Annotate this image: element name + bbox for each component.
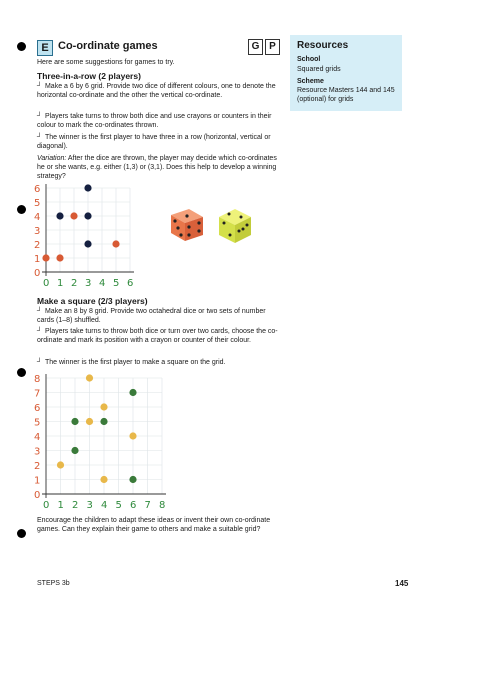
grid-counter (100, 403, 107, 410)
grid-counter (129, 476, 136, 483)
step-text: Players take turns to throw both dice and use crayons or counters in their colour to mark the co-ordinates thrown. (37, 113, 272, 129)
orange-die-icon (165, 205, 207, 245)
y-tick-label: 1 (34, 475, 41, 487)
square-step-3 (37, 358, 282, 367)
step-text: Players take turns to throw both dice or turn over two cards, choose the co-ordinate and mark its position with a crayon or counter of their colour. (37, 328, 278, 344)
grid-counter (84, 184, 91, 191)
grid-counter (86, 418, 93, 425)
x-tick-label: 4 (101, 500, 108, 511)
grid-counter (70, 212, 77, 219)
square-step-1 (37, 307, 282, 325)
bullet-icon: ┘ (37, 83, 42, 90)
scheme-text: Resource Masters 144 and 145 (optional) for grids (297, 87, 395, 103)
bullet-icon: ┘ (37, 328, 42, 335)
badge-p: P (265, 39, 280, 55)
y-tick-label: 4 (34, 432, 41, 443)
bullet-icon: ┘ (37, 308, 42, 315)
grid-counter (86, 374, 93, 381)
grid-8x8 (30, 372, 190, 512)
x-tick-label: 4 (99, 278, 106, 289)
x-tick-label: 3 (86, 500, 93, 511)
variation-label: Variation: (37, 155, 67, 162)
y-tick-label: 6 (34, 403, 41, 414)
x-tick-label: 6 (130, 500, 137, 511)
y-tick-label: 7 (34, 388, 41, 400)
page-number: 145 (395, 579, 409, 588)
grid-counter (129, 389, 136, 396)
variation-body: After the dice are thrown, the player may decide which co-ordinates he or she wants, e.g. either (1,3) or (3,1). Does this help to develop a winning strategy? (37, 155, 277, 180)
page-title: Co-ordinate games (58, 40, 158, 52)
bullet-icon: ┘ (37, 359, 42, 366)
three-step-1 (37, 82, 282, 100)
step-text: Make an 8 by 8 grid. Provide two octahedral dice or two sets of number cards (1–8) shuffled. (37, 308, 266, 324)
y-tick-label: 0 (34, 268, 41, 279)
bullet-icon: ┘ (37, 134, 42, 141)
grid-counter (57, 461, 64, 468)
section-letter-badge: E (37, 40, 53, 56)
grid-counter (84, 212, 91, 219)
grid-counter (100, 418, 107, 425)
x-tick-label: 5 (113, 278, 120, 289)
step-text: The winner is the first player to have three in a row (horizontal, vertical or diagonal). (37, 134, 271, 150)
x-tick-label: 1 (57, 500, 64, 511)
binder-hole (17, 368, 26, 377)
grid-6x6 (30, 180, 180, 300)
x-tick-label: 3 (85, 278, 92, 289)
binder-hole (17, 42, 26, 51)
three-step-3 (37, 133, 282, 151)
grid-counter (112, 240, 119, 247)
y-tick-label: 3 (34, 226, 41, 237)
three-in-a-row-heading: Three-in-a-row (2 players) (37, 71, 141, 81)
grid-counter (71, 447, 78, 454)
y-tick-label: 8 (34, 374, 41, 385)
y-tick-label: 0 (34, 490, 41, 501)
binder-hole (17, 529, 26, 538)
step-text: The winner is the first player to make a square on the grid. (44, 359, 226, 366)
y-tick-label: 1 (34, 254, 41, 265)
school-text: Squared grids (297, 66, 341, 73)
yellow-die-icon (215, 205, 257, 245)
y-tick-label: 4 (34, 212, 41, 223)
grid-counter (56, 212, 63, 219)
resources-heading: Resources (297, 40, 349, 51)
three-step-2 (37, 112, 282, 130)
y-tick-label: 2 (34, 240, 41, 251)
x-tick-label: 0 (43, 500, 50, 511)
bullet-icon: ┘ (37, 113, 42, 120)
badge-g: G (248, 39, 263, 55)
x-tick-label: 2 (71, 278, 78, 289)
x-tick-label: 1 (57, 278, 64, 289)
grid-counter (129, 432, 136, 439)
square-step-2 (37, 327, 282, 345)
x-tick-label: 5 (115, 500, 122, 511)
y-tick-label: 5 (34, 417, 41, 429)
x-tick-label: 6 (127, 278, 134, 289)
school-label: School (297, 56, 321, 63)
footer-label: STEPS 3b (37, 580, 70, 587)
grid-counter (71, 418, 78, 425)
y-tick-label: 3 (34, 446, 41, 458)
y-tick-label: 5 (34, 198, 41, 209)
y-tick-label: 2 (34, 461, 41, 472)
y-tick-label: 6 (34, 184, 41, 195)
step-text: Make a 6 by 6 grid. Provide two dice of different colours, one to denote the horizontal co-ordinate and the other the vertical co-ordinate. (37, 83, 276, 99)
x-tick-label: 2 (72, 500, 79, 511)
closing-text: Encourage the children to adapt these ideas or invent their own co-ordinate games. Can they explain their game to others and make a suitable grid? (37, 517, 271, 533)
variation-text (37, 154, 282, 181)
grid-counter (84, 240, 91, 247)
binder-hole (17, 205, 26, 214)
scheme-label: Scheme (297, 78, 324, 85)
grid-counter (42, 254, 49, 261)
x-tick-label: 8 (159, 500, 166, 511)
grid-counter (56, 254, 63, 261)
grid-counter (100, 476, 107, 483)
intro-text: Here are some suggestions for games to try. (37, 59, 175, 66)
x-tick-label: 0 (43, 278, 50, 289)
make-a-square-heading: Make a square (2/3 players) (37, 296, 148, 306)
x-tick-label: 7 (144, 500, 151, 511)
